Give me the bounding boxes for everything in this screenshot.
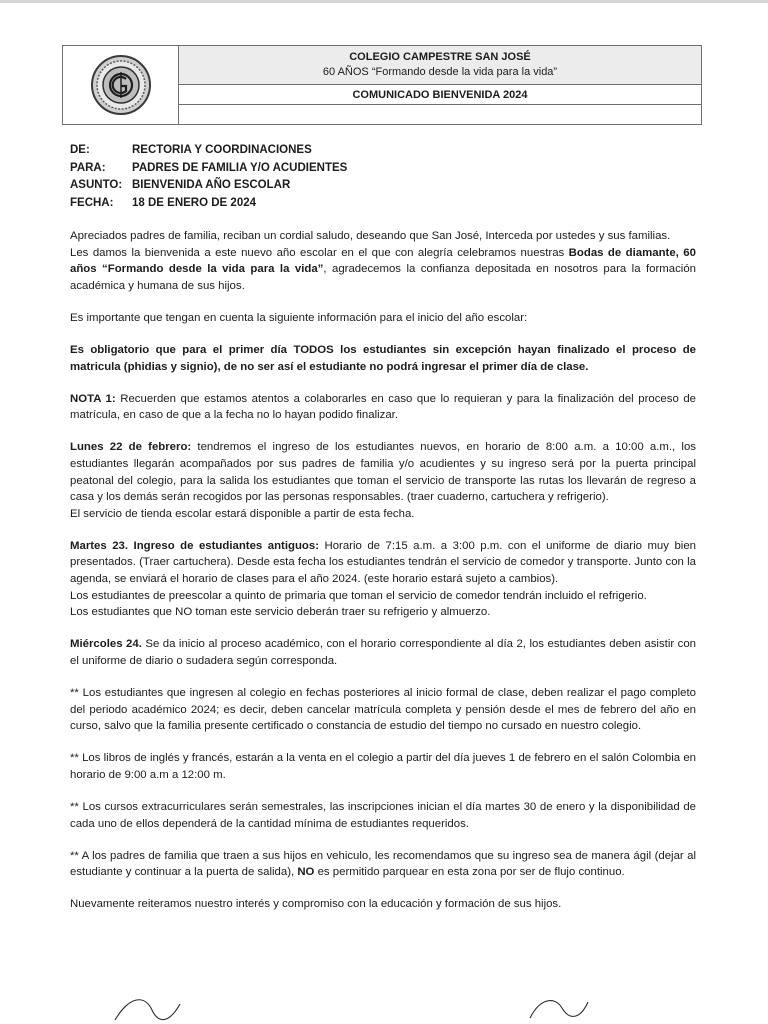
to-label: PARA: xyxy=(70,161,106,174)
meta-to xyxy=(70,160,347,178)
date-value: 18 DE ENERO DE 2024 xyxy=(132,196,257,209)
meta-date xyxy=(70,195,347,213)
logo-cell xyxy=(63,46,179,124)
monday-text: tendremos el ingreso de los estudiantes nuevos, en horario de 8:00 a.m. a 10:00 a.m., los estudiantes llegarán acompañados por sus padres de familia y/o acudientes y su ingreso será por la puerta principal peatonal del colegio, para la salida los estudiantes que toman el servicio de transporte las rutas los llevarán de regreso a casa y los demás serán recogidos por las personas responsables. (traer cuaderno, cartuchera y refrigerio). xyxy=(70,441,696,504)
scan-edge xyxy=(0,0,768,3)
welcome-post: , agradecemos la confianza depositada en nosotros para la formación académica y humana de sus hijos. xyxy=(70,263,696,292)
school-name: COLEGIO CAMPESTRE SAN JOSÉ xyxy=(349,51,531,63)
mandatory-paragraph: Es obligatorio que para el primer día TODOS los estudiantes sin excepción hayan finalizado el proceso de matricula (phidias y signio), de no ser así el estudiante no podrá ingresar el primer día de clase. xyxy=(70,343,696,373)
wednesday-paragraph xyxy=(70,636,696,669)
note1-text: Recuerden que estamos atentos a colaborarles en caso que lo requieran y para la finalización del proceso de matrícula, en caso de que a la fecha no lo hayan podido finalizar. xyxy=(70,392,696,422)
letter-body xyxy=(70,228,696,913)
tuesday-label: Martes 23. Ingreso de estudiantes antiguos: xyxy=(70,539,319,552)
letterhead-table xyxy=(62,45,702,125)
books-paragraph: ** Los libros de inglés y francés, estarán a la venta en el colegio a partir del día jueves 1 de febrero en el salón Colombia en horario de 9:00 a.m a 12:00 m. xyxy=(70,752,696,781)
closing-paragraph: Nuevamente reiteramos nuestro interés y compromiso con la educación y formación de sus hijos. xyxy=(70,898,562,911)
store-note-paragraph: El servicio de tienda escolar estará disponible a partir de esta fecha. xyxy=(70,507,415,520)
subject-value: BIENVENIDA AÑO ESCOLAR xyxy=(132,179,291,191)
title-cells xyxy=(179,46,701,124)
preschool-note-paragraph: Los estudiantes de preescolar a quinto de primaria que toman el servicio de comedor tendrán incluido el refrigerio. xyxy=(70,589,647,602)
extracurricular-paragraph: ** Los cursos extracurriculares serán semestrales, las inscripciones inician el día martes 30 de enero y la disponibilidad de cada uno de ellos dependerá de la cantidad mínima de estudiantes requeridos. xyxy=(70,800,696,830)
greeting-paragraph: Apreciados padres de familia, reciban un cordial saludo, deseando que San José, Interceda por ustedes y sus familias. xyxy=(70,230,671,242)
document-title: COMUNICADO BIENVENIDA 2024 xyxy=(179,85,701,105)
vehicle-paragraph xyxy=(70,848,696,881)
note1-paragraph xyxy=(70,391,696,424)
memo-meta xyxy=(70,142,347,212)
anniversary-motto: 60 AÑOS “Formando desde la vida para la vida” xyxy=(322,66,558,78)
subject-label: ASUNTO: xyxy=(70,179,123,191)
intro-info-paragraph: Es importante que tengan en cuenta la siguiente información para el inicio del año escolar: xyxy=(70,311,528,324)
tuesday-paragraph xyxy=(70,538,696,588)
school-seal-icon xyxy=(90,54,152,116)
note1-label: NOTA 1: xyxy=(70,392,116,405)
welcome-paragraph xyxy=(70,245,696,295)
tuesday-text: Horario de 7:15 a.m. a 3:00 p.m. con el uniforme de diario muy bien presentados. (Traer cartuchera). Desde esta fecha los estudiantes tendrán el servicio de comedor y transporte. Junto con la agenda, se enviará el horario de clases para el año 2024. (este horario estará sujeto a cambios). xyxy=(70,539,696,585)
monday-label: Lunes 22 de febrero: xyxy=(70,441,192,454)
title-top-cell xyxy=(179,46,701,85)
date-label: FECHA: xyxy=(70,196,114,209)
vehicle-post: es permitido parquear en esta zona por ser de flujo continuo. xyxy=(314,866,625,879)
welcome-bold: Bodas de diamante, 60 años “Formando desde la vida para la vida” xyxy=(70,246,696,276)
wednesday-text: Se da inicio al proceso académico, con el horario correspondiente al día 2, los estudiantes deben asistir con el uniforme de diario o sudadera según corresponda. xyxy=(70,638,696,667)
monday-paragraph xyxy=(70,439,696,505)
signature-stroke xyxy=(110,990,590,1024)
meta-from xyxy=(70,142,347,160)
to-value: PADRES DE FAMILIA Y/O ACUDIENTES xyxy=(132,161,348,174)
welcome-pre: Les damos la bienvenida a este nuevo año escolar en el que con alegría celebramos nuestras xyxy=(70,246,569,259)
wednesday-label: Miércoles 24. xyxy=(70,638,142,651)
late-entry-paragraph: ** Los estudiantes que ingresen al colegio en fechas posteriores al inicio formal de clase, deben realizar el pago completo del periodo académico 2024; es decir, deben cancelar matrícula completa y pensión desde el mes de febrero del año en curso, salvo que la familia presente certificado o constancia de estudio del tiempo no cursado en nuestro colegio. xyxy=(70,686,696,733)
vehicle-bold: NO xyxy=(297,866,315,879)
vehicle-pre: ** A los padres de familia que traen a sus hijos en vehiculo, les recomendamos que su ingreso sea de manera ágil (dejar al estudiante y continuar a la puerta de salida), xyxy=(70,849,696,879)
no-service-note-paragraph: Los estudiantes que NO toman este servicio deberán traer su refrigerio y almuerzo. xyxy=(70,606,491,619)
meta-subject xyxy=(70,177,347,195)
from-value: RECTORIA Y COORDINACIONES xyxy=(132,144,312,156)
title-empty-cell xyxy=(179,105,701,124)
from-label: DE: xyxy=(70,144,90,156)
